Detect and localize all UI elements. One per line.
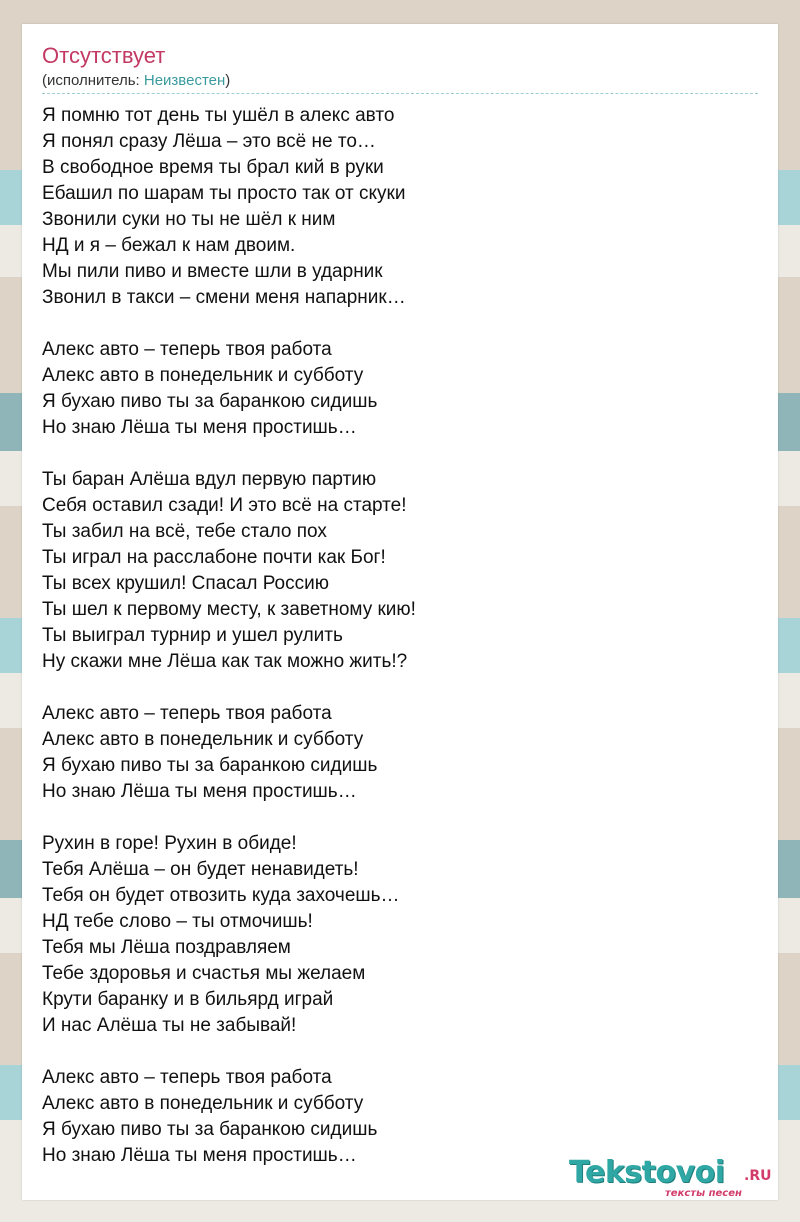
tekstovoi-logo[interactable] [569, 1156, 774, 1200]
lyric-line: Но знаю Лёша ты меня простишь… [42, 1145, 357, 1166]
lyric-line: Алекс авто в понедельник и субботу [42, 1093, 364, 1114]
lyric-line: Но знаю Лёша ты меня простишь… [42, 781, 357, 802]
lyric-line: Я понял сразу Лёша – это всё не то… [42, 131, 376, 152]
title-divider [42, 93, 758, 94]
lyric-line: Тебя Алёша – он будет ненавидеть! [42, 859, 359, 880]
lyric-line: В свободное время ты брал кий в руки [42, 157, 384, 178]
stanza-verse-1 [42, 103, 758, 311]
lyric-line: Себя оставил сзади! И это всё на старте! [42, 495, 407, 516]
artist-prefix: (исполнитель: [42, 72, 144, 89]
lyric-line: Я помню тот день ты ушёл в алекс авто [42, 105, 395, 126]
stanza-verse-3 [42, 831, 758, 1039]
lyric-line: Я бухаю пиво ты за баранкою сидишь [42, 755, 378, 776]
lyric-line: Звонил в такси – смени меня напарник… [42, 287, 406, 308]
lyric-line: Но знаю Лёша ты меня простишь… [42, 417, 357, 438]
lyric-line: Алекс авто – теперь твоя работа [42, 1067, 332, 1088]
logo-wordmark: Tekstovoi [569, 1155, 725, 1190]
lyric-line: Алекс авто в понедельник и субботу [42, 365, 364, 386]
lyrics-card [22, 24, 778, 1200]
artist-suffix: ) [225, 72, 231, 89]
lyric-line: Я бухаю пиво ты за баранкою сидишь [42, 391, 378, 412]
lyric-line: Рухин в горе! Рухин в обиде! [42, 833, 297, 854]
lyric-line: Крути баранку и в бильярд играй [42, 989, 334, 1010]
lyric-line: Тебя мы Лёша поздравляем [42, 937, 291, 958]
lyric-line: Ты выиграл турнир и ушел рулить [42, 625, 343, 646]
lyric-line: Я бухаю пиво ты за баранкою сидишь [42, 1119, 378, 1140]
stanza-chorus-2 [42, 701, 758, 805]
lyric-line: Ты шел к первому месту, к заветному кию! [42, 599, 416, 620]
stanza-chorus-1 [42, 337, 758, 441]
lyrics-text [42, 103, 758, 1169]
lyric-line: Алекс авто – теперь твоя работа [42, 339, 332, 360]
lyric-line: Ты баран Алёша вдул первую партию [42, 469, 377, 490]
lyric-line: Ты всех крушил! Спасал Россию [42, 573, 329, 594]
lyric-line: И нас Алёша ты не забывай! [42, 1015, 297, 1036]
lyric-line: Тебе здоровья и счастья мы желаем [42, 963, 366, 984]
stanza-verse-2 [42, 467, 758, 675]
lyric-line: Ну скажи мне Лёша как так можно жить!? [42, 651, 408, 672]
lyric-line: НД и я – бежал к нам двоим. [42, 235, 296, 256]
lyric-line: Алекс авто – теперь твоя работа [42, 703, 332, 724]
lyric-line: НД тебе слово – ты отмочишь! [42, 911, 313, 932]
artist-link[interactable]: Неизвестен [143, 72, 226, 89]
lyric-line: Алекс авто в понедельник и субботу [42, 729, 364, 750]
logo-subtitle: тексты песен [665, 1188, 742, 1199]
lyric-line: Ты забил на всё, тебе стало пох [42, 521, 327, 542]
lyric-line: Ты играл на расслабоне почти как Бог! [42, 547, 386, 568]
stanza-chorus-3 [42, 1065, 758, 1169]
artist-line [42, 72, 230, 90]
lyric-line: Ебашил по шарам ты просто так от скуки [42, 183, 406, 204]
song-title: Отсутствует [42, 43, 166, 68]
lyric-line: Мы пили пиво и вместе шли в ударник [42, 261, 383, 282]
lyric-line: Тебя он будет отвозить куда захочешь… [42, 885, 400, 906]
logo-tld: .RU [744, 1168, 772, 1184]
lyric-line: Звонили суки но ты не шёл к ним [42, 209, 336, 230]
